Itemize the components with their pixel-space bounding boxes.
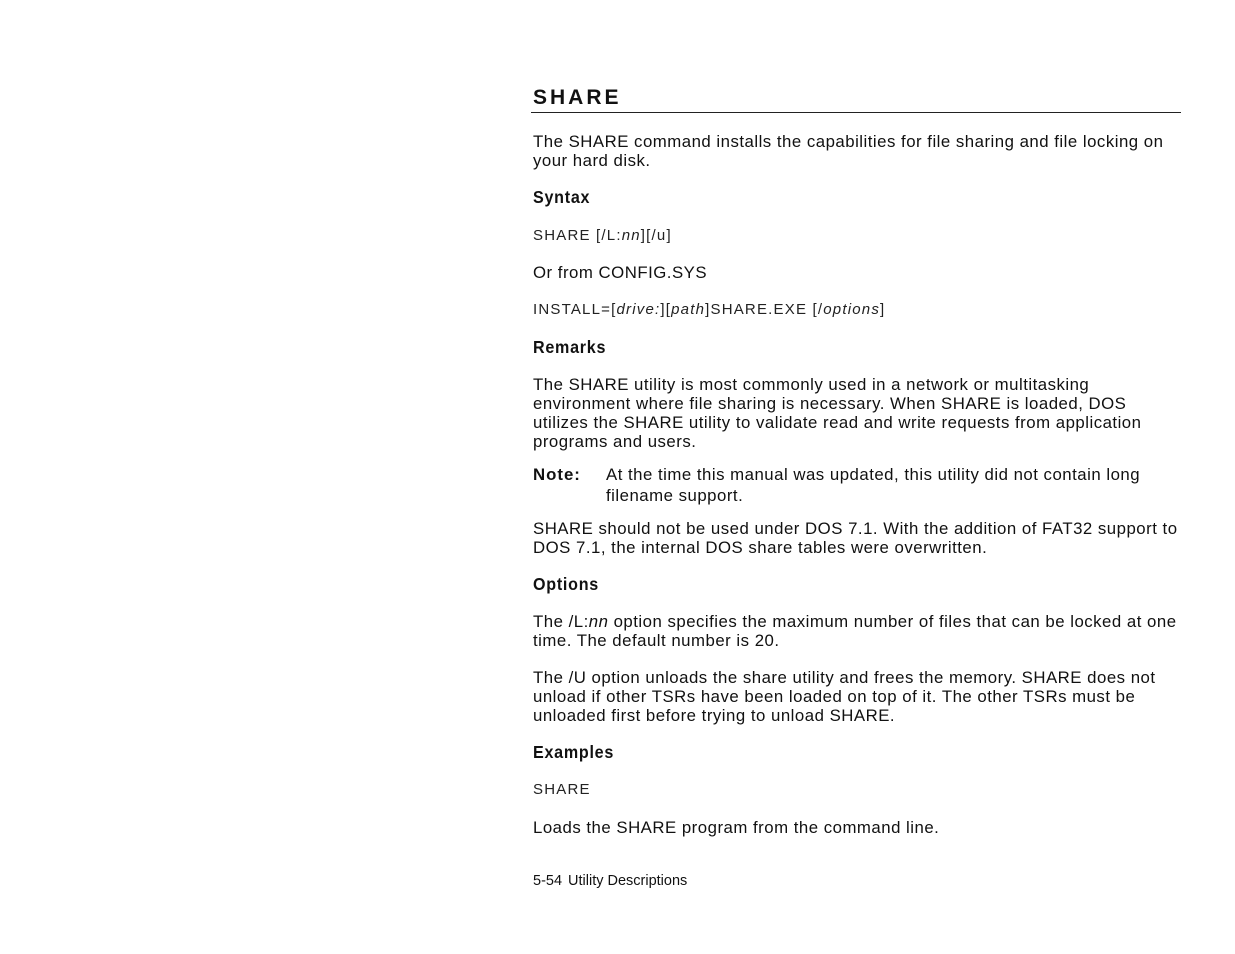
syntax-command [533,227,672,245]
option-l-param: nn [588,612,609,631]
option-l-paragraph [533,612,1181,650]
page-title: SHARE [533,86,622,109]
page-footer [533,872,687,890]
title-rule [531,112,1181,113]
install-suffix: ] [880,301,886,318]
syntax-cmd-prefix: SHARE [/L: [533,227,622,244]
config-sys-text: Or from CONFIG.SYS [533,263,708,282]
example-command: SHARE [533,781,591,798]
intro-paragraph: The SHARE command installs the capabilities for file sharing and file locking on your hard disk. [533,132,1164,170]
note-text: At the time this manual was updated, this utility did not contain long filename support. [606,465,1141,505]
install-drive: drive: [616,301,661,318]
remarks-paragraph-1: The SHARE utility is most commonly used in a network or multitasking environment where file sharing is necessary. When SHARE is loaded, DOS utilizes the SHARE utility to validate read and write requests from application programs and users. [533,375,1142,451]
install-mid2: ]SHARE.EXE [/ [705,301,824,318]
install-options: options [823,301,881,318]
install-command [533,301,885,319]
examples-heading: Examples [533,742,615,762]
option-l-suffix: option specifies the maximum number of files that can be locked at one time. The default number is 20. [533,612,1177,650]
syntax-cmd-param: nn [621,227,641,244]
option-u-paragraph: The /U option unloads the share utility and frees the memory. SHARE does not unload if other TSRs have been loaded on top of it. The other TSRs must be unloaded first before trying to unload SHARE. [533,668,1156,725]
note-label: Note: [533,465,581,484]
page-content [533,86,1181,889]
example-description: Loads the SHARE program from the command line. [533,818,940,837]
footer-page-number: 5-54 [533,873,563,889]
install-path: path [671,301,706,318]
syntax-cmd-suffix: ][/u] [640,227,672,244]
footer-section: Utility Descriptions [568,873,688,889]
install-prefix: INSTALL=[ [533,301,617,318]
remarks-paragraph-2: SHARE should not be used under DOS 7.1. With the addition of FAT32 support to DOS 7.1, the internal DOS share tables were overwritten. [533,519,1178,557]
options-heading: Options [533,574,599,594]
remarks-heading: Remarks [533,337,607,357]
option-l-prefix: The /L: [533,612,589,631]
syntax-heading: Syntax [533,187,591,207]
install-mid1: ][ [660,301,672,318]
